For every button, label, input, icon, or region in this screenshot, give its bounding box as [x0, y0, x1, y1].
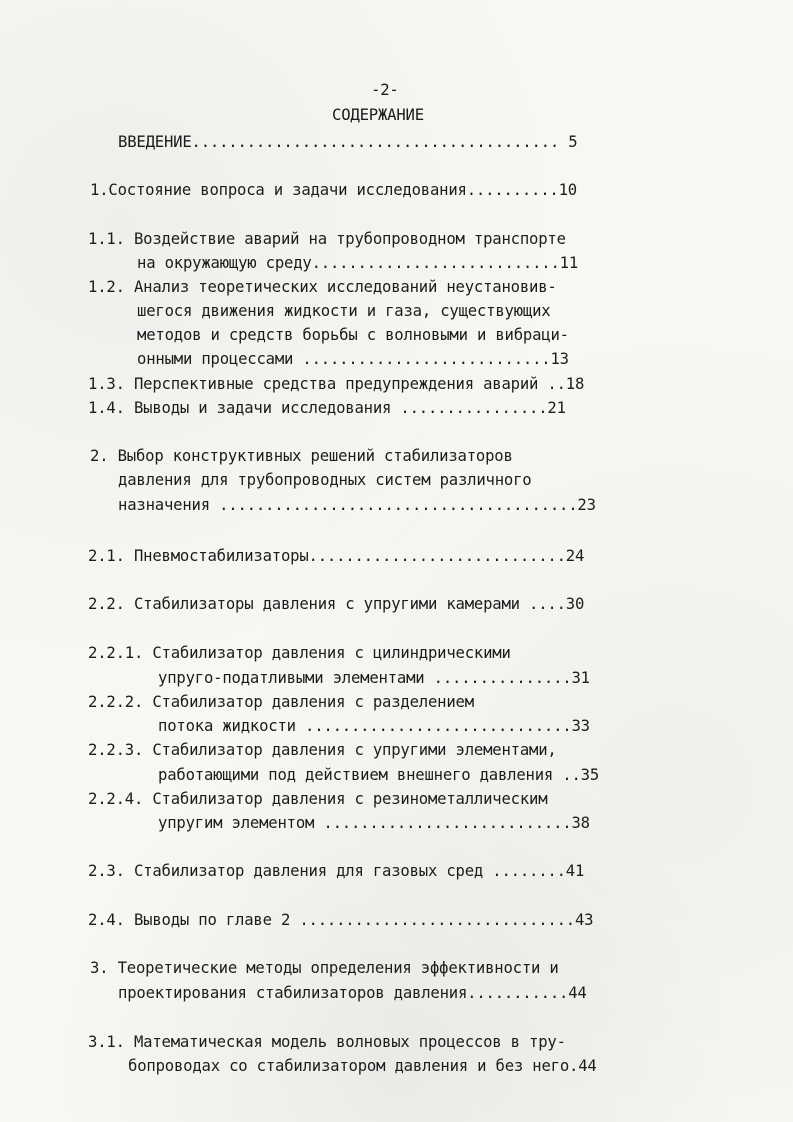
toc-line: упруго-податливыми элементами ...............31 — [158, 669, 590, 687]
toc-line: 2.2.2. Стабилизатор давления с разделением — [88, 693, 474, 711]
toc-line: давления для трубопроводных систем различного — [118, 471, 532, 489]
toc-line: 2.1. Пневмостабилизаторы............................24 — [88, 547, 585, 565]
page-title: СОДЕРЖАНИЕ — [332, 106, 424, 124]
toc-line: шегося движения жидкости и газа, существующих — [137, 302, 551, 320]
toc-line: 1.Состояние вопроса и задачи исследования..........10 — [90, 181, 577, 199]
toc-line: 2. Выбор конструктивных решений стабилизаторов — [90, 447, 513, 465]
toc-line: 1.1. Воздействие аварий на трубопроводном транспорте — [88, 230, 566, 248]
toc-line: 2.3. Стабилизатор давления для газовых сред ........41 — [88, 862, 585, 880]
toc-line: 3. Теоретические методы определения эффективности и — [90, 959, 559, 977]
toc-line: 3.1. Математическая модель волновых процессов в тру- — [88, 1033, 566, 1051]
toc-line: 2.2.3. Стабилизатор давления с упругими элементами, — [88, 741, 557, 759]
toc-line: 2.4. Выводы по главе 2 ..............................43 — [88, 911, 594, 929]
toc-line: 2.2. Стабилизаторы давления с упругими камерами ....30 — [88, 595, 585, 613]
toc-line: 1.2. Анализ теоретических исследований неустановив- — [88, 278, 557, 296]
toc-line: 2.2.4. Стабилизатор давления с резинометаллическим — [88, 790, 548, 808]
toc-line: онными процессами ...........................13 — [137, 350, 569, 368]
toc-line: бопроводах со стабилизатором давления и без него.44 — [128, 1057, 597, 1075]
toc-line: 2.2.1. Стабилизатор давления с цилиндрическими — [88, 644, 511, 662]
toc-line: работающими под действием внешнего давления ..35 — [158, 766, 600, 784]
page-number: -2- — [371, 81, 399, 99]
toc-line: ВВЕДЕНИЕ........................................ 5 — [118, 133, 578, 151]
toc-line: проектирования стабилизаторов давления...........44 — [118, 984, 587, 1002]
toc-line: назначения .......................................23 — [118, 496, 596, 514]
toc-line: потока жидкости .............................33 — [158, 717, 590, 735]
toc-line: 1.4. Выводы и задачи исследования ................21 — [88, 399, 566, 417]
toc-line: методов и средств борьбы с волновыми и вибраци- — [137, 326, 569, 344]
toc-line: на окружающую среду...........................11 — [137, 254, 579, 272]
toc-line: упругим элементом ...........................38 — [158, 814, 590, 832]
toc-line: 1.3. Перспективные средства предупреждения аварий ..18 — [88, 375, 585, 393]
